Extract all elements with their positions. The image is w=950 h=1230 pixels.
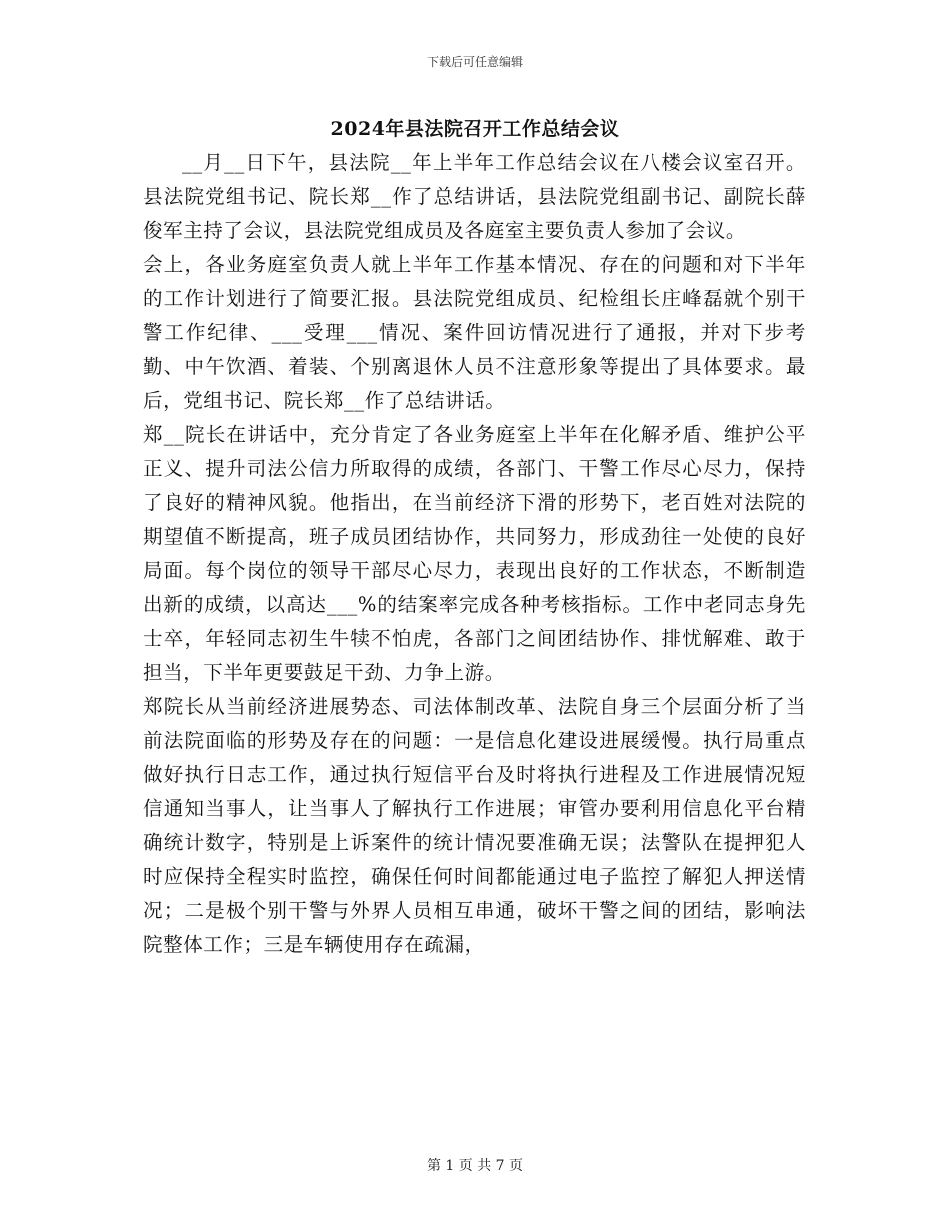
document-body xyxy=(143,146,806,962)
paragraph-2: 会上，各业务庭室负责人就上半年工作基本情况、存在的问题和对下半年的工作计划进行了简要汇报。县法院党组成员、纪检组长庄峰磊就个别干警工作纪律、___受理___情况、案件回访情况进行了通报，并对下步考勤、中午饮酒、着装、个别离退休人员不注意形象等提出了具体要求。最后，党组书记、院长郑__作了总结讲话。 xyxy=(143,253,806,412)
paragraph-4: 郑院长从当前经济进展势态、司法体制改革、法院自身三个层面分析了当前法院面临的形势及存在的问题：一是信息化建设进展缓慢。执行局重点做好执行日志工作，通过执行短信平台及时将执行进程及工作进展情况短信通知当事人，让当事人了解执行工作进展；审管办要利用信息化平台精确统计数字，特别是上诉案件的统计情况要准确无误；法警队在提押犯人时应保持全程实时监控，确保任何时间都能通过电子监控了解犯人押送情况；二是极个别干警与外界人员相互串通，破坏干警之间的团结，影响法院整体工作；三是车辆使用存在疏漏， xyxy=(143,695,806,956)
document-title: 2024年县法院召开工作总结会议 xyxy=(330,118,620,140)
paragraph-3: 郑__院长在讲话中，充分肯定了各业务庭室上半年在化解矛盾、维护公平正义、提升司法公信力所取得的成绩，各部门、干警工作尽心尽力，保持了良好的精神风貌。他指出，在当前经济下滑的形势下，老百姓对法院的期望值不断提高，班子成员团结协作，共同努力，形成劲往一处使的良好局面。每个岗位的领导干部尽心尽力，表现出良好的工作状态，不断制造出新的成绩，以高达___%的结案率完成各种考核指标。工作中老同志身先士卒，年轻同志初生牛犊不怕虎，各部门之间团结协作、排忧解难、敢于担当，下半年更要鼓足干劲、力争上游。 xyxy=(143,423,806,684)
page-header-note: 下载后可任意编辑 xyxy=(426,55,523,69)
page-number-footer: 第 1 页 共 7 页 xyxy=(426,1158,524,1174)
paragraph-1: __月__日下午，县法院__年上半年工作总结会议在八楼会议室召开。县法院党组书记、院长郑__作了总结讲话，县法院党组副书记、副院长薛俊军主持了会议，县法院党组成员及各庭室主要负责人参加了会议。 xyxy=(143,151,806,242)
